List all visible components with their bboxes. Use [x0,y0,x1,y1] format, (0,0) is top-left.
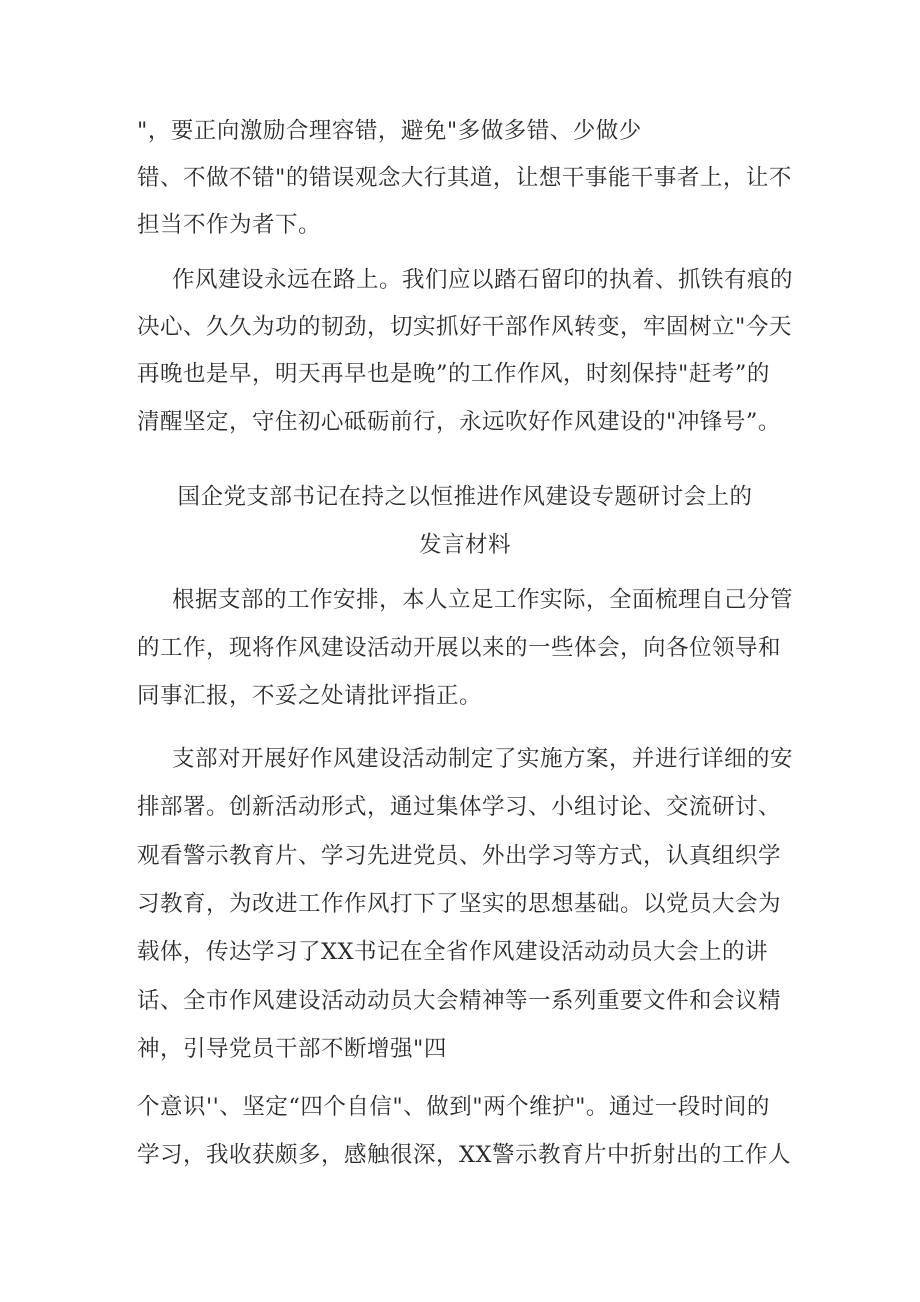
paragraph-5-line-1: 个意识''、坚定“四个自信"、做到"两个维护"。通过一段时间的 [137,1094,770,1120]
paragraph-4-line-1: 支部对开展好作风建设活动制定了实施方案，并进行详细的安 [172,746,794,772]
paragraph-3-line-1: 根据支部的工作安排，本人立足工作实际，全面梳理自己分管 [172,587,794,613]
paragraph-2-line-1: 作风建设永远在路上。我们应以踏石留印的执着、抓铁有痕的 [172,267,794,293]
paragraph-4-line-5: 载体，传达学习了XX书记在全省作风建设活动动员大会上的讲 [137,939,769,965]
paragraph-3-line-3: 同事汇报，不妥之处请批评指正。 [137,683,483,709]
paragraph-2-line-3: 再晚也是早，明天再早也是晚”的工作作风，时刻保持"赶考”的 [137,361,770,387]
paragraph-3-line-2: 的工作，现将作风建设活动开展以来的一些体会，向各位领导和 [137,635,782,661]
paragraph-4-line-2: 排部署。创新活动形式，通过集体学习、小组讨论、交流研讨、 [137,794,782,820]
paragraph-2-line-2: 决心、久久为功的韧劲，切实抓好干部作风转变，牢固树立"今天 [137,314,792,340]
paragraph-4-line-4: 习教育，为改进工作作风打下了坚实的思想基础。以党员大会为 [137,891,782,917]
paragraph-1-line-1: "，要正向激励合理容错，避免"多做多错、少做少 [137,118,642,144]
paragraph-4-line-7: 神，引导党员干部不断增强"四 [137,1036,447,1062]
paragraph-4-line-3: 观看警示教育片、学习先进党员、外出学习等方式，认真组织学 [137,843,782,869]
document-title-line-2: 发言材料 [418,532,511,558]
paragraph-2-line-4: 清醒坚定，守住初心砥砺前行，永远吹好作风建设的"冲锋号”。 [137,409,781,435]
document-title-line-1: 国企党支部书记在持之以恒推进作风建设专题研讨会上的 [177,484,753,510]
paragraph-5-line-2: 学习，我收获颇多，感触很深，XX警示教育片中折射出的工作人 [137,1142,792,1168]
paragraph-4-line-6: 话、全市作风建设活动动员大会精神等一系列重要文件和会议精 [137,988,782,1014]
paragraph-1-line-3: 担当不作为者下。 [137,212,322,238]
paragraph-1-line-2: 错、不做不错"的错误观念大行其道，让想干事能干事者上，让不 [137,165,792,191]
